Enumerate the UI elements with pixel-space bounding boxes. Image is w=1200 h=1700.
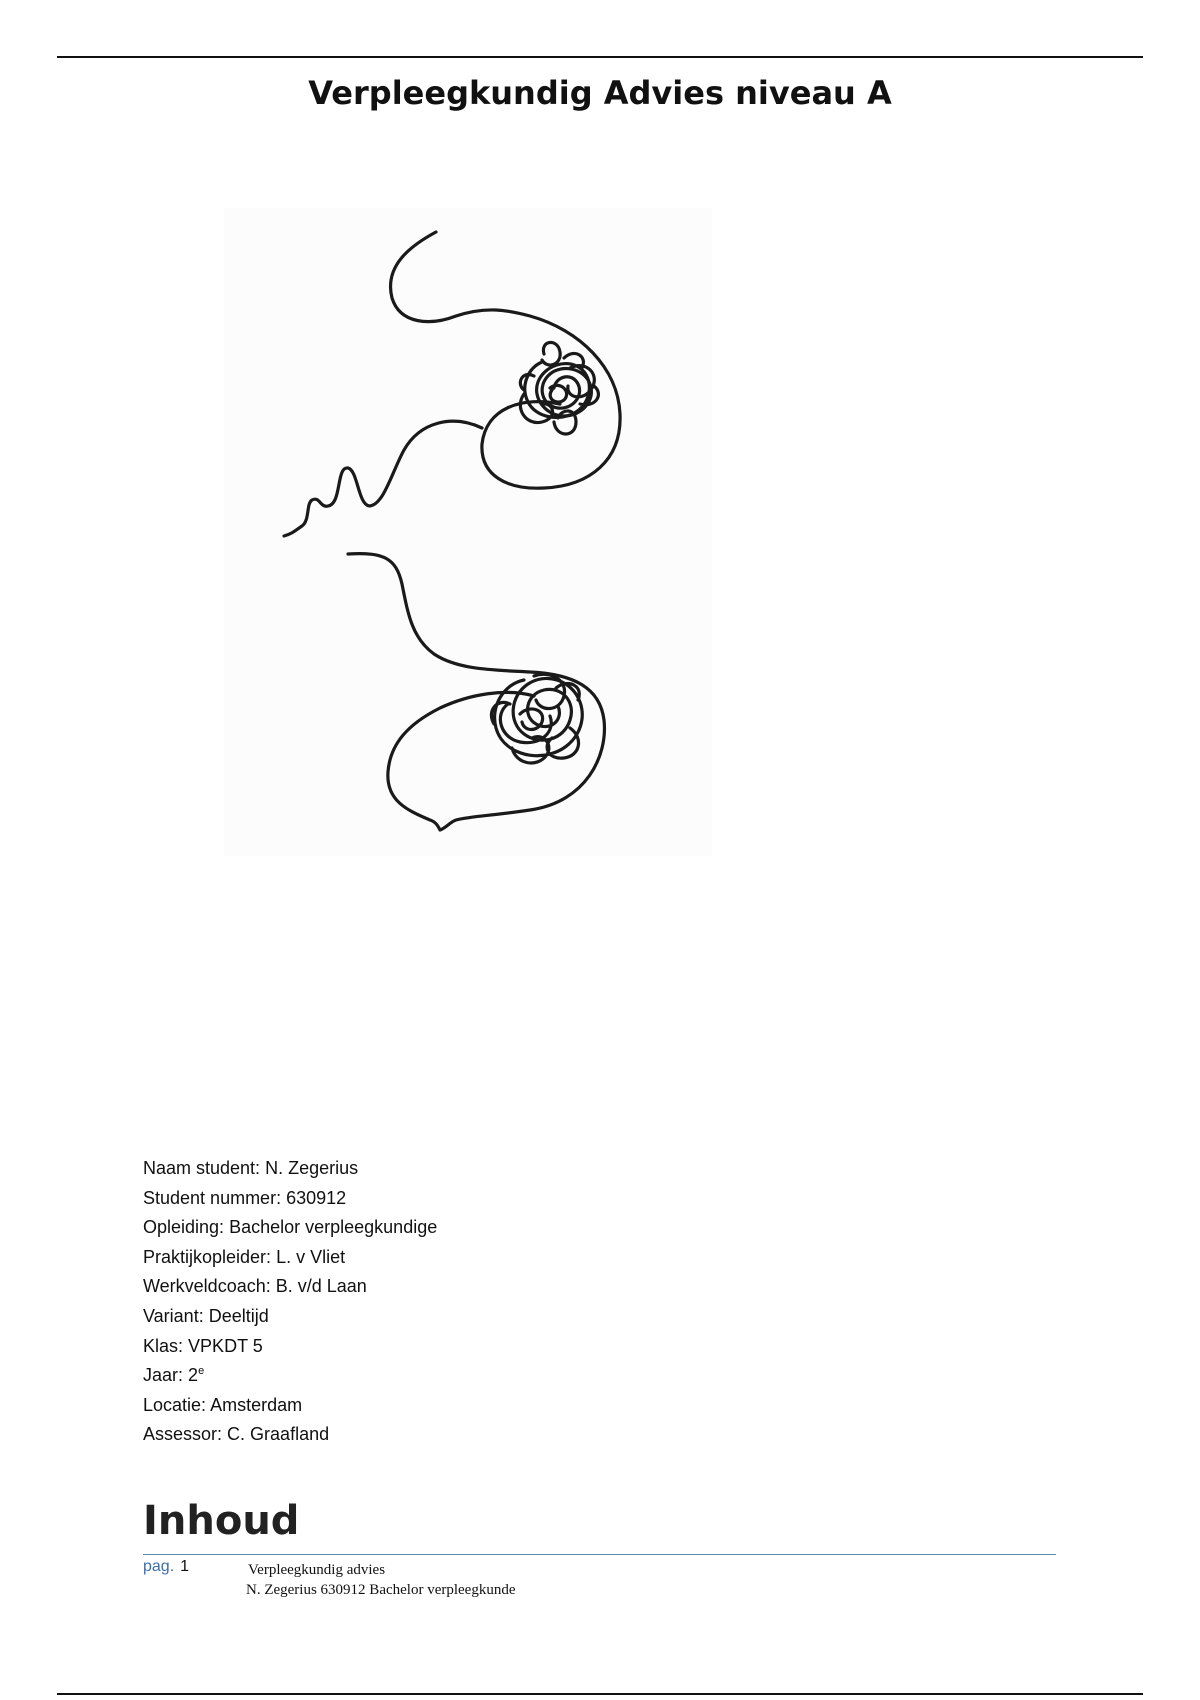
info-line-klas: Klas: VPKDT 5 — [143, 1335, 263, 1356]
page-label: pag. — [143, 1558, 175, 1575]
document-title: Verpleegkundig Advies niveau A — [308, 74, 892, 112]
upper-face-profile — [284, 421, 482, 536]
tangled-heads-drawing — [224, 208, 712, 856]
header-rule — [57, 56, 1143, 58]
info-line-locatie: Locatie: Amsterdam — [143, 1394, 303, 1415]
footer-rule — [57, 1693, 1143, 1695]
info-line-student-nummer: Student nummer: 630912 — [143, 1187, 347, 1208]
toc-heading-rule — [143, 1554, 1056, 1555]
info-line-naam-student: Naam student: N. Zegerius — [143, 1158, 359, 1178]
info-line-praktijkopleider: Praktijkopleider: L. v Vliet — [143, 1246, 346, 1267]
info-line-assessor: Assessor: C. Graafland — [143, 1424, 330, 1445]
upper-thought-tangle — [520, 342, 598, 434]
cover-illustration — [224, 208, 712, 856]
footer-page-number — [143, 1558, 189, 1576]
toc-heading: Inhoud — [143, 1498, 300, 1544]
info-line-opleiding: Opleiding: Bachelor verpleegkundige — [143, 1217, 438, 1238]
upper-head-outline — [391, 232, 621, 488]
info-line-werkveldcoach: Werkveldcoach: B. v/d Laan — [143, 1276, 367, 1297]
info-line-jaar: Jaar: 2e — [143, 1365, 205, 1386]
student-info-block — [143, 1154, 437, 1450]
lower-thought-tangle — [491, 674, 582, 763]
footer-line-2: N. Zegerius 630912 Bachelor verpleegkunde — [246, 1582, 516, 1598]
info-line-variant: Variant: Deeltijd — [143, 1305, 269, 1326]
page-number: 1 — [180, 1558, 190, 1575]
footer-line-1: Verpleegkundig advies — [248, 1562, 386, 1578]
jaar-superscript: e — [198, 1365, 205, 1378]
footer-text — [246, 1560, 516, 1600]
